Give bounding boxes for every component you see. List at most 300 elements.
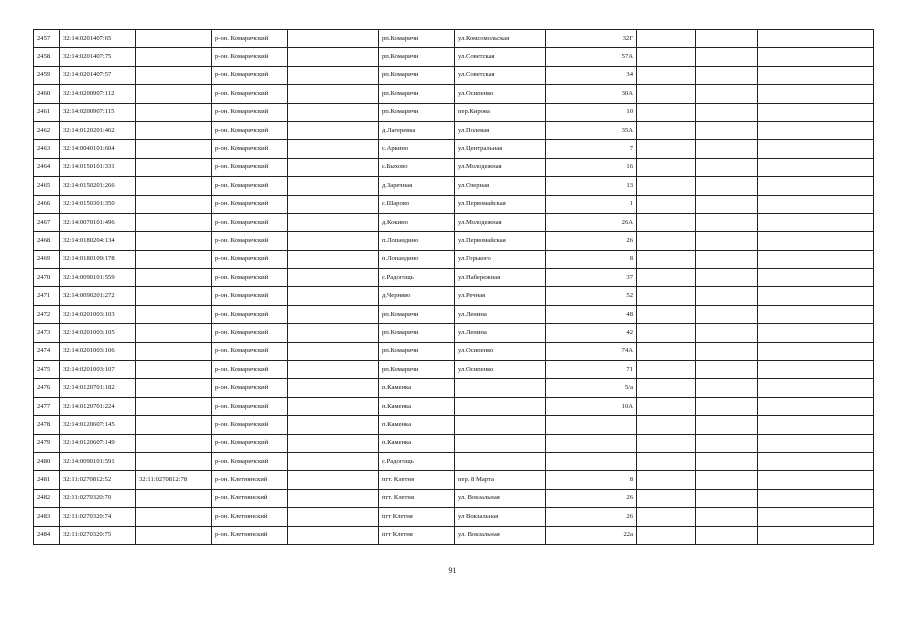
extra-2-cell — [637, 213, 696, 231]
row-index-cell: 2475 — [34, 361, 60, 379]
settlement-cell: п.Лопандино — [379, 232, 455, 250]
table-row — [34, 452, 874, 470]
cadastral-number-2-cell — [136, 195, 212, 213]
extra-4-cell — [758, 103, 874, 121]
extra-4-cell — [758, 195, 874, 213]
extra-3-cell — [696, 287, 758, 305]
settlement-cell: п.Лопандино — [379, 250, 455, 268]
extra-4-cell — [758, 397, 874, 415]
extra-4-cell — [758, 305, 874, 323]
settlement-cell: с.Шарово — [379, 195, 455, 213]
table-row — [34, 140, 874, 158]
row-index-cell: 2461 — [34, 103, 60, 121]
street-cell: ул.Осипенко — [455, 85, 546, 103]
row-index-cell: 2470 — [34, 269, 60, 287]
cadastral-number-cell: 32:14:0200907:115 — [60, 103, 136, 121]
cadastral-number-cell: 32:14:0201003:107 — [60, 361, 136, 379]
house-number-cell: 37 — [546, 269, 637, 287]
house-number-cell: 30А — [546, 85, 637, 103]
settlement-cell: рп.Комаричи — [379, 85, 455, 103]
street-cell — [455, 452, 546, 470]
extra-cell — [288, 48, 379, 66]
cadastral-number-cell: 32:14:0201407:75 — [60, 48, 136, 66]
settlement-cell: рп.Комаричи — [379, 324, 455, 342]
street-cell: ул. Вокзальная — [455, 489, 546, 507]
settlement-cell: д.Черняво — [379, 287, 455, 305]
extra-4-cell — [758, 324, 874, 342]
district-cell: р-он. Комаричский — [212, 195, 288, 213]
house-number-cell: 16 — [546, 158, 637, 176]
cadastral-number-cell: 32:14:0120201:462 — [60, 121, 136, 139]
cadastral-number-cell: 32:11:0270320:74 — [60, 508, 136, 526]
extra-3-cell — [696, 489, 758, 507]
cadastral-number-2-cell — [136, 489, 212, 507]
district-cell: р-он. Клетнянский — [212, 526, 288, 544]
district-cell: р-он. Комаричский — [212, 287, 288, 305]
street-cell: ул. Вокзальная — [455, 526, 546, 544]
extra-2-cell — [637, 250, 696, 268]
extra-cell — [288, 489, 379, 507]
row-index-cell: 2466 — [34, 195, 60, 213]
row-index-cell: 2481 — [34, 471, 60, 489]
cadastral-number-cell: 32:11:0270320:75 — [60, 526, 136, 544]
district-cell: р-он. Комаричский — [212, 103, 288, 121]
cadastral-number-cell: 32:14:0090101:591 — [60, 452, 136, 470]
extra-4-cell — [758, 287, 874, 305]
extra-3-cell — [696, 48, 758, 66]
extra-4-cell — [758, 379, 874, 397]
table-row — [34, 379, 874, 397]
extra-2-cell — [637, 177, 696, 195]
cadastral-number-cell: 32:14:0201003:105 — [60, 324, 136, 342]
district-cell: р-он. Комаричский — [212, 250, 288, 268]
extra-cell — [288, 526, 379, 544]
extra-cell — [288, 232, 379, 250]
house-number-cell: 8 — [546, 250, 637, 268]
row-index-cell: 2458 — [34, 48, 60, 66]
street-cell — [455, 397, 546, 415]
house-number-cell: 42 — [546, 324, 637, 342]
house-number-cell: 13 — [546, 177, 637, 195]
extra-2-cell — [637, 269, 696, 287]
house-number-cell: 74А — [546, 342, 637, 360]
row-index-cell: 2482 — [34, 489, 60, 507]
district-cell: р-он. Комаричский — [212, 324, 288, 342]
extra-cell — [288, 452, 379, 470]
extra-3-cell — [696, 508, 758, 526]
street-cell: ул.Озерная — [455, 177, 546, 195]
extra-3-cell — [696, 66, 758, 84]
settlement-cell: рп.Комаричи — [379, 66, 455, 84]
extra-4-cell — [758, 269, 874, 287]
extra-4-cell — [758, 177, 874, 195]
table-row — [34, 195, 874, 213]
street-cell: ул.Ленина — [455, 324, 546, 342]
row-index-cell: 2472 — [34, 305, 60, 323]
extra-3-cell — [696, 361, 758, 379]
extra-cell — [288, 158, 379, 176]
district-cell: р-он. Комаричский — [212, 158, 288, 176]
settlement-cell: пгт Клетня — [379, 508, 455, 526]
cadastral-number-2-cell — [136, 434, 212, 452]
table-row — [34, 434, 874, 452]
cadastral-number-cell: 32:14:0120607:145 — [60, 416, 136, 434]
cadastral-number-cell: 32:14:0090201:272 — [60, 287, 136, 305]
settlement-cell: п.Каменка — [379, 379, 455, 397]
street-cell: ул.Осипенко — [455, 361, 546, 379]
house-number-cell: 10 — [546, 103, 637, 121]
table-row — [34, 342, 874, 360]
extra-cell — [288, 508, 379, 526]
extra-cell — [288, 434, 379, 452]
street-cell: ул.Комсомольская — [455, 30, 546, 48]
house-number-cell: 35А — [546, 121, 637, 139]
table-row — [34, 361, 874, 379]
district-cell: р-он. Комаричский — [212, 177, 288, 195]
extra-4-cell — [758, 66, 874, 84]
extra-3-cell — [696, 103, 758, 121]
settlement-cell: рп.Комаричи — [379, 305, 455, 323]
extra-2-cell — [637, 379, 696, 397]
extra-cell — [288, 195, 379, 213]
street-cell: ул.Центральная — [455, 140, 546, 158]
house-number-cell: 5/а — [546, 379, 637, 397]
cadastral-number-cell: 32:14:0120701:182 — [60, 379, 136, 397]
row-index-cell: 2460 — [34, 85, 60, 103]
district-cell: р-он. Комаричский — [212, 379, 288, 397]
row-index-cell: 2477 — [34, 397, 60, 415]
extra-cell — [288, 66, 379, 84]
house-number-cell — [546, 452, 637, 470]
extra-2-cell — [637, 342, 696, 360]
street-cell: ул.Первомайская — [455, 195, 546, 213]
table-row — [34, 471, 874, 489]
settlement-cell: п.Каменка — [379, 397, 455, 415]
extra-cell — [288, 121, 379, 139]
extra-4-cell — [758, 85, 874, 103]
cadastral-number-cell: 32:14:0070101:496 — [60, 213, 136, 231]
extra-cell — [288, 416, 379, 434]
extra-3-cell — [696, 526, 758, 544]
house-number-cell: 7 — [546, 140, 637, 158]
cadastral-number-2-cell — [136, 66, 212, 84]
street-cell: ул.Молодежная — [455, 213, 546, 231]
extra-3-cell — [696, 416, 758, 434]
extra-cell — [288, 250, 379, 268]
settlement-cell: пгт Клетня — [379, 526, 455, 544]
cadastral-number-cell: 32:14:0201407:65 — [60, 30, 136, 48]
table-row — [34, 416, 874, 434]
house-number-cell: 48 — [546, 305, 637, 323]
cadastral-number-2-cell — [136, 452, 212, 470]
cadastral-number-cell: 32:14:0150201:266 — [60, 177, 136, 195]
street-cell — [455, 379, 546, 397]
extra-2-cell — [637, 434, 696, 452]
street-cell: ул.Осипенко — [455, 342, 546, 360]
extra-3-cell — [696, 250, 758, 268]
cadastral-number-2-cell — [136, 177, 212, 195]
row-index-cell: 2467 — [34, 213, 60, 231]
settlement-cell: рп.Комаричи — [379, 103, 455, 121]
extra-4-cell — [758, 434, 874, 452]
cadastral-number-2-cell — [136, 397, 212, 415]
extra-4-cell — [758, 361, 874, 379]
table-row — [34, 397, 874, 415]
cadastral-number-2-cell — [136, 342, 212, 360]
district-cell: р-он. Клетнянский — [212, 471, 288, 489]
house-number-cell: 10А — [546, 397, 637, 415]
cadastral-number-2-cell — [136, 379, 212, 397]
cadastral-number-cell: 32:14:0150301:350 — [60, 195, 136, 213]
cadastral-number-2-cell — [136, 232, 212, 250]
extra-2-cell — [637, 416, 696, 434]
extra-cell — [288, 471, 379, 489]
extra-4-cell — [758, 452, 874, 470]
cadastral-table — [33, 29, 874, 545]
extra-cell — [288, 85, 379, 103]
table-row — [34, 526, 874, 544]
district-cell: р-он. Клетнянский — [212, 489, 288, 507]
extra-4-cell — [758, 121, 874, 139]
cadastral-number-2-cell — [136, 85, 212, 103]
row-index-cell: 2471 — [34, 287, 60, 305]
page-number: 91 — [448, 566, 457, 575]
extra-2-cell — [637, 489, 696, 507]
cadastral-number-cell: 32:14:0200907:112 — [60, 85, 136, 103]
extra-4-cell — [758, 158, 874, 176]
extra-cell — [288, 177, 379, 195]
settlement-cell: д.Заречная — [379, 177, 455, 195]
settlement-cell: с.Радогощь — [379, 452, 455, 470]
cadastral-number-2-cell — [136, 158, 212, 176]
row-index-cell: 2457 — [34, 30, 60, 48]
settlement-cell: п.Каменка — [379, 416, 455, 434]
row-index-cell: 2484 — [34, 526, 60, 544]
table-row — [34, 103, 874, 121]
extra-2-cell — [637, 121, 696, 139]
row-index-cell: 2476 — [34, 379, 60, 397]
extra-4-cell — [758, 140, 874, 158]
settlement-cell: с.Радогощь — [379, 269, 455, 287]
settlement-cell: с.Быхово — [379, 158, 455, 176]
row-index-cell: 2479 — [34, 434, 60, 452]
extra-4-cell — [758, 489, 874, 507]
cadastral-number-2-cell — [136, 30, 212, 48]
row-index-cell: 2465 — [34, 177, 60, 195]
extra-2-cell — [637, 287, 696, 305]
extra-2-cell — [637, 158, 696, 176]
row-index-cell: 2483 — [34, 508, 60, 526]
table-row — [34, 48, 874, 66]
extra-2-cell — [637, 232, 696, 250]
district-cell: р-он. Комаричский — [212, 121, 288, 139]
table-row — [34, 324, 874, 342]
extra-4-cell — [758, 30, 874, 48]
extra-3-cell — [696, 397, 758, 415]
extra-4-cell — [758, 232, 874, 250]
extra-cell — [288, 379, 379, 397]
district-cell: р-он. Комаричский — [212, 305, 288, 323]
cadastral-number-cell: 32:14:0201003:106 — [60, 342, 136, 360]
table-row — [34, 508, 874, 526]
extra-4-cell — [758, 250, 874, 268]
extra-cell — [288, 342, 379, 360]
extra-3-cell — [696, 269, 758, 287]
district-cell: р-он. Комаричский — [212, 416, 288, 434]
cadastral-number-cell: 32:14:0180204:134 — [60, 232, 136, 250]
house-number-cell: 57А — [546, 48, 637, 66]
cadastral-number-cell: 32:14:0040101:604 — [60, 140, 136, 158]
table-row — [34, 158, 874, 176]
table-row — [34, 66, 874, 84]
street-cell: пер. 8 Марта — [455, 471, 546, 489]
cadastral-number-2-cell — [136, 269, 212, 287]
extra-2-cell — [637, 140, 696, 158]
row-index-cell: 2459 — [34, 66, 60, 84]
extra-4-cell — [758, 471, 874, 489]
settlement-cell: рп.Комаричи — [379, 48, 455, 66]
street-cell: ул.Молодежная — [455, 158, 546, 176]
house-number-cell: 22а — [546, 526, 637, 544]
row-index-cell: 2468 — [34, 232, 60, 250]
extra-2-cell — [637, 471, 696, 489]
house-number-cell — [546, 434, 637, 452]
cadastral-number-2-cell — [136, 324, 212, 342]
settlement-cell: д.Кокино — [379, 213, 455, 231]
cadastral-number-2-cell: 32:11:0270812:78 — [136, 471, 212, 489]
extra-2-cell — [637, 66, 696, 84]
extra-2-cell — [637, 361, 696, 379]
row-index-cell: 2464 — [34, 158, 60, 176]
cadastral-number-cell: 32:14:0150101:331 — [60, 158, 136, 176]
cadastral-number-cell: 32:14:0090101:559 — [60, 269, 136, 287]
house-number-cell — [546, 416, 637, 434]
extra-2-cell — [637, 508, 696, 526]
extra-3-cell — [696, 213, 758, 231]
district-cell: р-он. Комаричский — [212, 85, 288, 103]
cadastral-number-2-cell — [136, 416, 212, 434]
house-number-cell: 8 — [546, 471, 637, 489]
district-cell: р-он. Комаричский — [212, 397, 288, 415]
cadastral-number-cell: 32:14:0201003:103 — [60, 305, 136, 323]
cadastral-number-2-cell — [136, 526, 212, 544]
district-cell: р-он. Комаричский — [212, 361, 288, 379]
extra-3-cell — [696, 232, 758, 250]
extra-3-cell — [696, 85, 758, 103]
cadastral-number-cell: 32:14:0201407:57 — [60, 66, 136, 84]
extra-4-cell — [758, 213, 874, 231]
table-row — [34, 250, 874, 268]
house-number-cell: 71 — [546, 361, 637, 379]
extra-3-cell — [696, 30, 758, 48]
cadastral-number-cell: 32:14:0180109:178 — [60, 250, 136, 268]
house-number-cell: 32Г — [546, 30, 637, 48]
row-index-cell: 2469 — [34, 250, 60, 268]
extra-2-cell — [637, 452, 696, 470]
extra-2-cell — [637, 526, 696, 544]
district-cell: р-он. Комаричский — [212, 342, 288, 360]
row-index-cell: 2462 — [34, 121, 60, 139]
extra-4-cell — [758, 508, 874, 526]
street-cell: ул.Советская — [455, 66, 546, 84]
extra-4-cell — [758, 48, 874, 66]
street-cell — [455, 434, 546, 452]
extra-cell — [288, 305, 379, 323]
extra-3-cell — [696, 158, 758, 176]
cadastral-number-2-cell — [136, 103, 212, 121]
district-cell: р-он. Комаричский — [212, 434, 288, 452]
street-cell: ул Вокзальная — [455, 508, 546, 526]
table-row — [34, 232, 874, 250]
house-number-cell: 1 — [546, 195, 637, 213]
extra-4-cell — [758, 342, 874, 360]
extra-3-cell — [696, 324, 758, 342]
street-cell: ул.Горького — [455, 250, 546, 268]
district-cell: р-он. Клетнянский — [212, 508, 288, 526]
extra-cell — [288, 324, 379, 342]
cadastral-number-2-cell — [136, 213, 212, 231]
district-cell: р-он. Комаричский — [212, 269, 288, 287]
extra-3-cell — [696, 342, 758, 360]
settlement-cell: рп.Комаричи — [379, 342, 455, 360]
settlement-cell: пгт. Клетня — [379, 489, 455, 507]
table-row — [34, 305, 874, 323]
extra-3-cell — [696, 121, 758, 139]
street-cell: пер.Кирова — [455, 103, 546, 121]
district-cell: р-он. Комаричский — [212, 213, 288, 231]
cadastral-number-2-cell — [136, 305, 212, 323]
extra-3-cell — [696, 471, 758, 489]
house-number-cell: 26 — [546, 232, 637, 250]
district-cell: р-он. Комаричский — [212, 66, 288, 84]
row-index-cell: 2474 — [34, 342, 60, 360]
table-row — [34, 287, 874, 305]
row-index-cell: 2478 — [34, 416, 60, 434]
district-cell: р-он. Комаричский — [212, 232, 288, 250]
table-row — [34, 30, 874, 48]
settlement-cell: с.Аркино — [379, 140, 455, 158]
cadastral-number-cell: 32:14:0120607:149 — [60, 434, 136, 452]
cadastral-number-cell: 32:11:0270812:52 — [60, 471, 136, 489]
settlement-cell: рп.Комаричи — [379, 361, 455, 379]
extra-2-cell — [637, 30, 696, 48]
extra-2-cell — [637, 85, 696, 103]
extra-3-cell — [696, 195, 758, 213]
table-row — [34, 269, 874, 287]
table-row — [34, 177, 874, 195]
table-row — [34, 213, 874, 231]
cadastral-number-2-cell — [136, 287, 212, 305]
settlement-cell: д.Лагеревка — [379, 121, 455, 139]
settlement-cell: пгт. Клетня — [379, 471, 455, 489]
table-row — [34, 85, 874, 103]
street-cell: ул.Речная — [455, 287, 546, 305]
house-number-cell: 26А — [546, 213, 637, 231]
table-row — [34, 121, 874, 139]
street-cell: ул.Ленина — [455, 305, 546, 323]
cadastral-number-2-cell — [136, 250, 212, 268]
extra-cell — [288, 361, 379, 379]
extra-3-cell — [696, 434, 758, 452]
row-index-cell: 2473 — [34, 324, 60, 342]
district-cell: р-он. Комаричский — [212, 48, 288, 66]
street-cell: ул.Советская — [455, 48, 546, 66]
settlement-cell: рп.Комаричи — [379, 30, 455, 48]
house-number-cell: 26 — [546, 489, 637, 507]
extra-cell — [288, 397, 379, 415]
extra-2-cell — [637, 103, 696, 121]
extra-cell — [288, 30, 379, 48]
